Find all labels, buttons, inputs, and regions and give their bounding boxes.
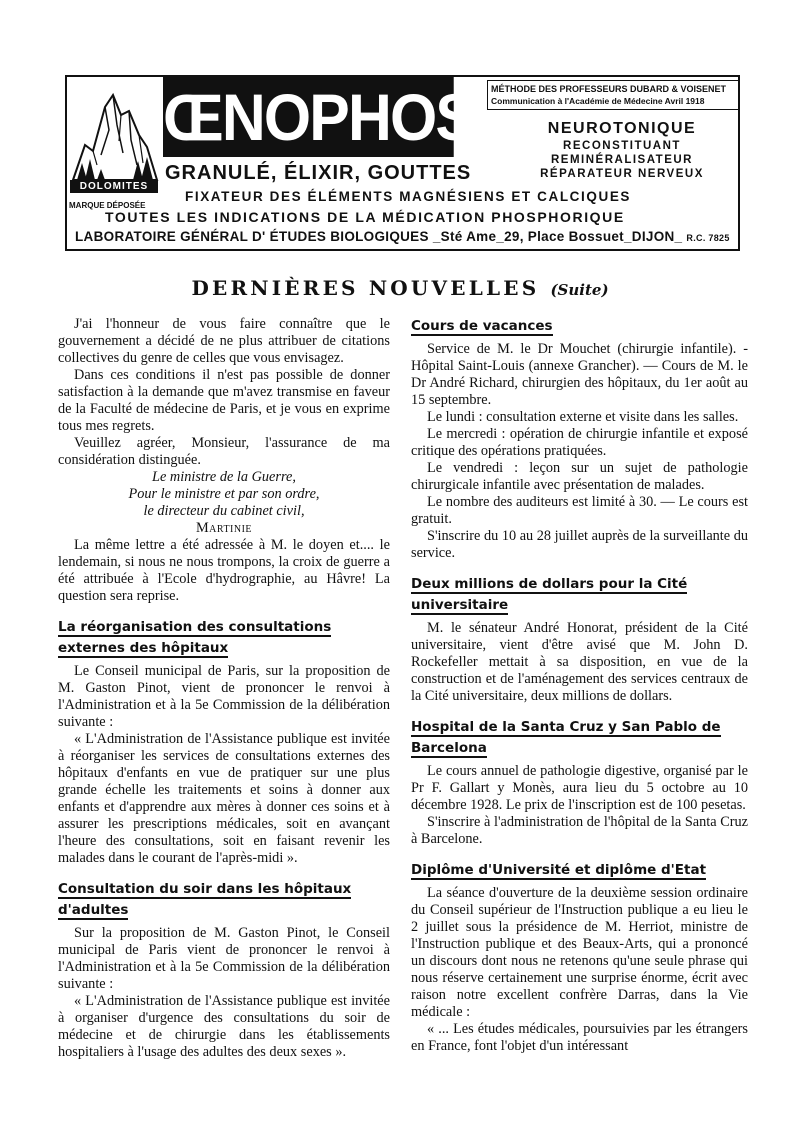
signature-name: Martinie <box>195 520 253 536</box>
left-column <box>58 316 390 1061</box>
page-title <box>0 276 800 300</box>
heading-text: Consultation du soir dans les hôpitaux d'adultes <box>58 881 352 918</box>
article-paragraph: Le cours annuel de pathologie digestive, organisé par le Pr F. Gallart y Monès, aura lieu du 5 octobre au 10 décembre 1928. Le prix de l'inscription est de 100 pesetas. <box>411 763 748 813</box>
section-heading <box>411 717 748 759</box>
property-remineralisateur: REMINÉRALISATEUR <box>551 154 693 166</box>
heading-text: Deux millions de dollars pour la Cité universitaire <box>411 576 688 613</box>
properties-block <box>507 119 737 181</box>
section-heading <box>58 879 390 921</box>
logo-label: DOLOMITES <box>70 180 158 193</box>
property-reconstituant: RECONSTITUANT <box>563 140 681 152</box>
heading-text: Diplôme d'Université et diplôme d'Etat <box>411 862 707 878</box>
article-paragraph: « L'Administration de l'Assistance publique est invitée à organiser d'urgence des consultations du soir de médecine et de chirurgie dans les établissements hospitaliers à l'usage des adultes des deux sexes ». <box>58 993 390 1060</box>
product-forms: GRANULÉ, ÉLIXIR, GOUTTES <box>165 162 472 184</box>
article-paragraph: Le vendredi : leçon sur un sujet de pathologie chirurgicale infantile avec présentation de malades. <box>411 460 748 493</box>
page-title-suite: (Suite) <box>550 281 609 299</box>
oenophos-advertisement <box>65 75 740 251</box>
indications-line: TOUTES LES INDICATIONS DE LA MÉDICATION PHOSPHORIQUE <box>105 209 625 225</box>
article-paragraph: Le nombre des auditeurs est limité à 30. — Le cours est gratuit. <box>411 494 748 527</box>
section-heading <box>58 617 390 659</box>
rc-number: R.C. 7825 <box>686 233 730 243</box>
article-paragraph: « ... Les études médicales, poursuivies par les étrangers en France, font l'objet d'un intéressant <box>411 1021 748 1054</box>
article-paragraph: Le Conseil municipal de Paris, sur la proposition de M. Gaston Pinot, vient de prononcer le renvoi à l'Administration et à la 5e Commission de la délibération suivante : <box>58 663 390 730</box>
trademark-text: MARQUE DÉPOSÉE <box>69 201 146 210</box>
article-paragraph: Sur la proposition de M. Gaston Pinot, le Conseil municipal de Paris vient de prononcer le renvoi à l'Administration et à la 5e Commission de la délibération suivante : <box>58 925 390 992</box>
article-paragraph: S'inscrire du 10 au 28 juillet auprès de la surveillante du service. <box>411 528 748 561</box>
laboratory-address: LABORATOIRE GÉNÉRAL D' ÉTUDES BIOLOGIQUES _Sté Ame_29, Place Bossuet_DIJON_ <box>75 229 683 244</box>
article-paragraph: Le lundi : consultation externe et visite dans les salles. <box>427 409 739 425</box>
heading-text: Cours de vacances <box>411 318 553 334</box>
heading-text: Hospital de la Santa Cruz y San Pablo de Barcelona <box>411 719 721 756</box>
right-column <box>411 316 748 1055</box>
heading-text: La réorganisation des consultations externes des hôpitaux <box>58 619 332 656</box>
signature-line: Pour le ministre et par son ordre, <box>128 486 320 502</box>
article-paragraph: « L'Administration de l'Assistance publique est invitée à réorganiser les services de consultations externes des hôpitaux d'enfants en vue de pratiquer sur une plus grande échelle les traitements et soins à donner aux enfants et d'apprendre aux mères à donner ces soins et à assurer les prescriptions médicales, soit en avançant l'heure des consultations, soit en faisant revenir les malades dans le courant de l'après-midi ». <box>58 731 390 866</box>
property-reparateur: RÉPARATEUR NERVEUX <box>540 168 704 180</box>
brand-name: ŒNOPHOS <box>163 77 454 157</box>
article-paragraph: S'inscrire à l'administration de l'hôpital de la Santa Cruz à Barcelone. <box>411 814 748 847</box>
page-title-main: DERNIÈRES NOUVELLES <box>191 276 540 300</box>
method-line-1: MÉTHODE DES PROFESSEURS DUBARD & VOISENET <box>491 84 727 94</box>
letter-paragraph: Veuillez agréer, Monsieur, l'assurance de ma considération distinguée. <box>58 435 390 468</box>
section-heading <box>411 316 748 337</box>
article-paragraph: Le mercredi : opération de chirurgie infantile et exposé critique des opérations pratiquées. <box>411 426 748 459</box>
letter-paragraph: J'ai l'honneur de vous faire connaître que le gouvernement a décidé de ne plus attribuer de citations collectives du genre de celles que vous envisagez. <box>58 316 390 366</box>
method-line-2: Communication à l'Académie de Médecine Avril 1918 <box>491 96 705 106</box>
signature-line: le directeur du cabinet civil, <box>143 503 305 519</box>
method-box <box>487 80 739 110</box>
section-heading <box>411 860 748 881</box>
fixateur-line: FIXATEUR DES ÉLÉMENTS MAGNÉSIENS ET CALCIQUES <box>185 189 632 204</box>
section-heading <box>411 574 748 616</box>
article-paragraph: La séance d'ouverture de la deuxième session ordinaire du Conseil supérieur de l'Instruction publique a eu lieu le 2 juillet sous la présidence de M. Herriot, ministre de l'Instruction publique et des Beaux-Arts, qui a prononcé un discours dont nous ne retenons qu'une seule phrase qui nous réserve certainement une surprise énorme, écrit avec raison notre excellent confrère Darras, dans la Vie médicale : <box>411 885 748 1020</box>
article-paragraph: M. le sénateur André Honorat, président de la Cité universitaire, vient d'être avisé que M. John D. Rockefeller mettait à sa disposition, en vue de la construction et de l'aménagement des services centraux de la Cité universitaire, deux millions de dollars. <box>411 620 748 704</box>
letter-paragraph: La même lettre a été adressée à M. le doyen et.... le lendemain, si nous ne nous trompons, la croix de guerre a été attribuée à l'Ecole d'hydrographie, au Hâvre! La question sera reprise. <box>58 537 390 604</box>
letter-paragraph: Dans ces conditions il n'est pas possible de donner satisfaction à la demande que m'avez transmise en faveur de la Faculté de médecine de Paris, et je vous en exprime tous mes regrets. <box>58 367 390 434</box>
article-paragraph: Service de M. le Dr Mouchet (chirurgie infantile). - Hôpital Saint-Louis (annexe Grancher). — Cours de M. le Dr André Richard, chirurgien des hôpitaux, du 1er août au 15 septembre. <box>411 341 748 408</box>
property-neurotonique: NEUROTONIQUE <box>547 120 697 137</box>
signature-line: Le ministre de la Guerre, <box>152 469 296 485</box>
laboratory-line <box>75 229 730 244</box>
